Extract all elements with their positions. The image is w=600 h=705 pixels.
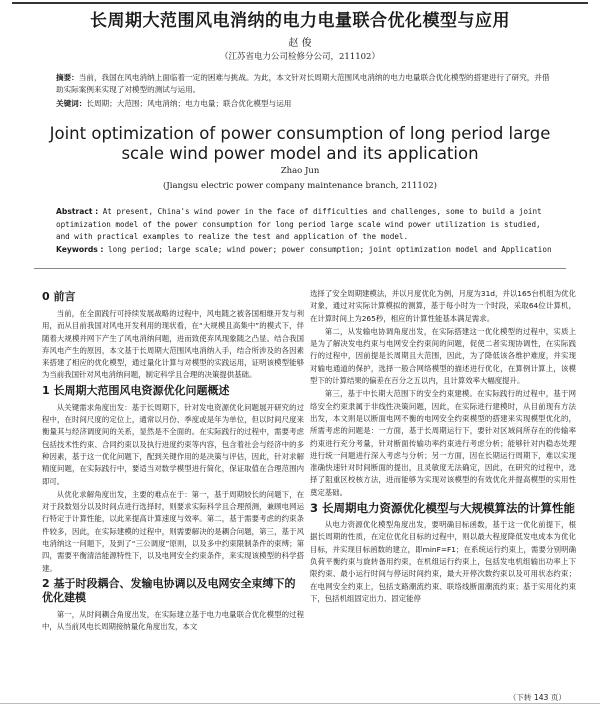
- section-3-paragraph-1: 从电力资源优化模型角度出发，要明确目标函数，基于这一优化前提下，根据长周期的性质，在定位优化目标的过程中，则以最大程度降低发电成本为优化目标，并实现目标函数的建立，即minF=F1；在系统运行约束上，需要分别明确负荷平衡约束与旋转备用约束，在机组运行约束上，包括发电机组输出功率上下限约束、最小运行时间与停运时间约束，最大开停次数约束以及可用状态约束；在电网安全约束上，包括支路潮流约束、联络线断面潮流约束；基于实用化约束下，包括机组固定出力、固定能停: [310, 520, 576, 603]
- chinese-abstract: [56, 72, 556, 96]
- left-column: [42, 288, 304, 635]
- section-3-heading: 3 长周期电力资源优化模型与大规模算法的计算性能: [310, 501, 576, 516]
- chinese-title: 长周期大范围风电消纳的电力电量联合优化模型与应用: [90, 11, 510, 31]
- section-1-paragraph-2: 从优化求解角度出发，主要的难点在于：第一，基于周期较长的问题下，在对于段数划分以及时间点进行选择时，则要求实际科学且合理预测，兼顾电网运行特定于计算性能，以此来提高计算速度与效率。第二，基于需要考虑的约束条件较多，因此，在实际建模的过程中，则需要解决的是耦合问题，第三，基于风电消纳这一问题下，及到了“三公调度”原则，以及多中约束限制条件的束缚；第四，需要平衡清洁能源特性下，以及电网安全约束条件，来实现该模型的科学搭建。: [42, 489, 304, 573]
- english-abstract-label: Abstract :: [56, 207, 99, 216]
- section-1-heading: 1 长周期大范围风电资源优化问题概述: [42, 383, 230, 397]
- header-divider: [34, 268, 566, 269]
- section-2-paragraph-3: 第三，基于中长期大范围下的安全约束建模。在实际践行的过程中，基于网络安全约束隶属于非线性决策问题，因此，在实际进行建模时，从目前现有方法出发，本文则是以断面电网不衡的电网安全约束模型的搭建来实现模型优化的，所需考虑的问题是：一方面，基于长周期运行下，要针对区域间所存在的传输率约束进行充分考量，针对断面传输功率约束进行考虑分析；能够针对内稳态处理进行统一问题进行深入考虑与分析；另一方面，因在长期运行周期下，难以实现准确快速针对时间断面的提出，且灵敏度无法确定，因此，在研究的过程中，选择了阻重区校核方法，进而能够为实现对该模型的有效优化并提高模型的实用性奠定基础。: [310, 389, 576, 497]
- english-affiliation: (Jiangsu electric power company maintenance branch, 211102): [163, 181, 437, 191]
- section-1-paragraph-1: 从关键需求角度出发：基于长周期下，针对发电资源优化问题展开研究的过程中，在时间尺度的定位上，通常以月份、季度或是年为单位，但以时间尺度来衡量其与经济调度间的关系，显然是不全面的。在实际践行的过程中，需要考虑包括技术性约束、合同约束以及执行进度约束等内容，包含着社会与经济中的多种因素，基于这一优化问题下，配到关键作用的是决策与评估，因此，针对求解精度问题，在实际践行中，要适当对数学模型进行简化，保证取值在合理范围内即可。: [42, 402, 304, 486]
- english-abstract: [56, 206, 556, 244]
- top-rule: [12, 2, 588, 4]
- continued-note: （下转 143 页）: [508, 693, 566, 702]
- section-2-continued-paragraph: 选择了安全周期建模法，并以月度优化为例，月度为31d，并以165台机组为优化对象，通过对实际计算模拟的测算，基于每小时为一个时段，采取64位计算机，在计算时间上为265秒，相应的计算性能基本满足需求。: [310, 289, 576, 323]
- english-abstract-text: At present, China's wind power in the face of difficulties and challenges, some to build a joint optimization model of the power consumption for long period large scale wind power utilization is studied, and with practical examples to realize the test and application of the model.: [56, 207, 542, 241]
- english-keywords-text: long period; large scale; wind power; power consumption; joint optimization model and Application: [108, 245, 552, 254]
- section-2-heading: 2 基于时段耦合、发输电协调以及电网安全束缚下的优化建模: [42, 576, 296, 604]
- english-keywords: [56, 244, 556, 256]
- chinese-author: 赵 俊: [288, 38, 312, 49]
- section-2-paragraph-1: 第一，从时间耦合角度出发，在实际建立基于电力电量联合优化模型的过程中，从当前风电长周期接纳量化角度出发，本文: [42, 609, 304, 632]
- english-title: Joint optimization of power consumption of long period large scale wind power model and its application: [49, 124, 551, 163]
- right-column: [310, 288, 576, 606]
- chinese-affiliation: （江苏省电力公司检修分公司，211102）: [220, 52, 380, 62]
- english-keywords-label: Keywords :: [56, 245, 104, 254]
- section-2-paragraph-2: 第二，从发输电协调角度出发，在实际搭建这一优化模型的过程中，实质上是为了解决发电约束与电网安全约束间的问题，促使二者实现协调性，在实际践行的过程中，因前提是长周期且大范围，因此，为了降低该各维护难度，并实现对输电通道的保护，选择一般合网络模型的描述进行优化，在算例计算上，该模型下的计算结果的偏差在百分之五以内，且计算效率大幅度提升。: [310, 326, 576, 386]
- chinese-abstract-text: 当前，我国在风电消纳上面临着一定的困难与挑战。为此，本文针对长周期大范围风电消纳的电力电量联合优化模型的搭建进行了研究，并借助实际案例来实现了对模型的测试与运用。: [56, 73, 550, 94]
- chinese-keywords-label: 关键词：: [56, 99, 87, 108]
- chinese-keywords-text: 长周期；大范围；风电消纳；电力电量；联合优化模型与运用: [86, 99, 292, 108]
- section-0-heading: 0 前言: [42, 290, 76, 303]
- chinese-abstract-label: 摘要：: [56, 73, 79, 82]
- bottom-rule: [0, 703, 600, 704]
- english-author: Zhao Jun: [280, 166, 320, 176]
- section-0-paragraph: 当前，在全面践行可持续发展战略的过程中，风电随之被各国相继开发与利用，而从目前我国对风电开发利用的现状看，在“大规模且高集中”的模式下，伴随着大规模并网下产生了风电消纳问题，进而致使弃风现象随之凸显。结合我国弃风电产生的原因，本文基于长周期大范围风电消纳入手，结合所涉及的各因素来搭建了相应的优化模型，通过量化计算与对模型的实践运用，证明该模型能够为当前我国针对风电消纳问题，制定科学且合理的决策提供基础。: [42, 309, 304, 380]
- chinese-keywords: [56, 98, 556, 110]
